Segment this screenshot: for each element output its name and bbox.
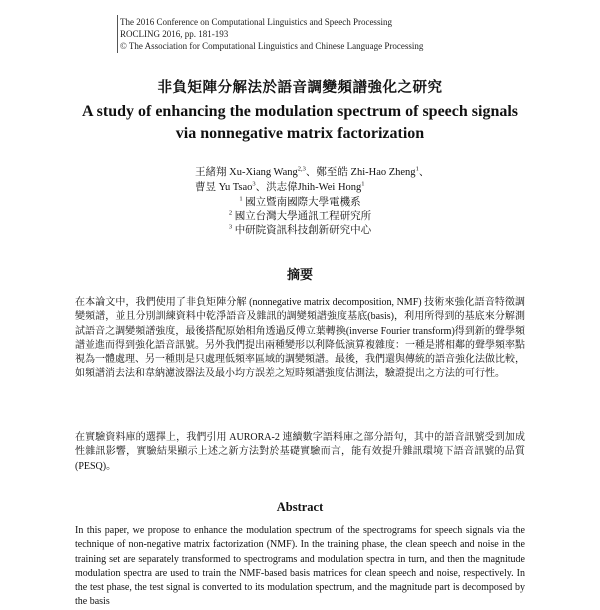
conference-line-2: ROCLING 2016, pp. 181-193 [120, 29, 229, 39]
title-english [40, 101, 560, 145]
author-affiliation-mark: 1 [361, 180, 365, 188]
author-list [195, 165, 515, 195]
conference-line-1: The 2016 Conference on Computational Linguistics and Speech Processing [120, 17, 392, 27]
author-separator: 、 [418, 167, 430, 178]
author-name: 、洪志偉Jhih-Wei Hong [255, 182, 362, 193]
affiliation-3 [0, 223, 600, 238]
abstract-chinese-paragraph-2: 在實驗資料庫的選擇上，我們引用 AURORA-2 連續數字語料庫之部分語句，其中的語音訊號受到加成性雜訊影響，實驗結果顯示上述之新方法對於基礎實驗而言，能有效提升雜訊環境下語音訊號的品質(PESQ)。 [75, 432, 525, 472]
conference-line-3: © The Association for Computational Linguistics and Chinese Language Processing [120, 41, 424, 51]
author-name: 曹昱 Yu Tsao [195, 182, 253, 193]
affiliation-2 [0, 209, 600, 224]
author-affiliation-mark: 3 [252, 180, 256, 188]
abstract-chinese-heading: 摘要 [286, 267, 313, 282]
affiliation-number: 2 [228, 209, 233, 217]
header-divider [117, 15, 118, 53]
abstract-english-heading: Abstract [276, 500, 324, 514]
affiliation-number: 1 [239, 195, 243, 203]
affiliation-number: 3 [228, 223, 233, 231]
affiliation-name: 國立暨南國際大學電機系 [245, 197, 361, 208]
title-english-line-2: via nonnegative matrix factorization [175, 125, 425, 142]
affiliation-1 [0, 195, 600, 210]
author-line-1 [195, 165, 515, 180]
author-name: 王緒翔 Xu-Xiang Wang [195, 167, 298, 178]
title-english-line-1: A study of enhancing the modulation spectrum of speech signals [81, 103, 519, 120]
affiliation-name: 中研院資訊科技創新研究中心 [234, 225, 372, 236]
title-chinese: 非負矩陣分解法於語音調變頻譜強化之研究 [157, 80, 443, 96]
author-line-2 [195, 180, 515, 195]
affiliation-name: 國立台灣大學通訊工程研究所 [234, 211, 372, 222]
abstract-chinese-paragraph-1: 在本論文中，我們使用了非負矩陣分解 (nonnegative matrix decomposition, NMF) 技術來強化語音特徵調變頻譜，並且分別訓練資料中乾淨語音及雜訊的調變頻譜強度基底(basis)，利用所得到的基底來分解測試語音之調變頻譜強度，最後搭配原始相角透過反傅立葉轉換(inverse Fourier transform)得到新的聲學頻譜並進而得到強化語音訊號。另外我們提出兩種變形以利降低演算複雜度：一種是將相鄰的聲學頻率點視為一體處理、另一種則是只處理低頻率區域的調變頻譜。最後，我們還與傳統的語音強化法做比較，如頻譜消去法和韋納濾波器法及最小均方誤差之短時頻譜強度估測法，驗證提出之方法的可行性。 [75, 297, 525, 380]
author-name: 、鄭至皓 Zhi-Hao Zheng [305, 167, 416, 178]
author-affiliation-mark: 1 [415, 165, 419, 173]
author-affiliation-mark: 2,3 [297, 165, 306, 173]
conference-header [120, 16, 540, 52]
abstract-english-paragraph: In this paper, we propose to enhance the modulation spectrum of the spectrograms for speech signals via the technique of non-negative matrix factorization (NMF). In the training phase, the clean speech and noise in the training set are separately transformed to spectrograms and modulation spectra in turn, and then the magnitude modulation spectra are used to train the NMF-based basis matrices for clean speech and noise, respectively. In the test phase, the test signal is converted to its modulation spectrum, and the magnitude part is decomposed by the basis [75, 525, 525, 608]
